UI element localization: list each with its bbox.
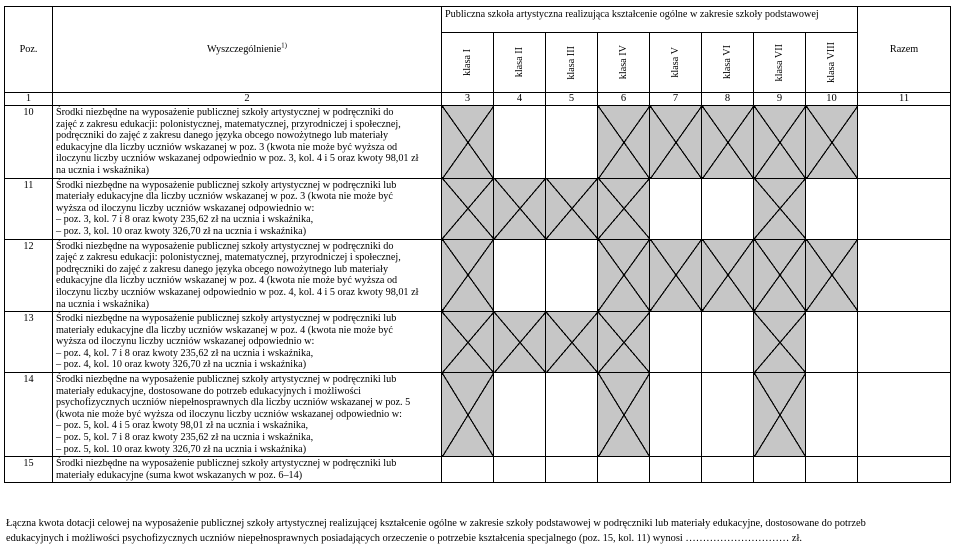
description-line: na ucznia i wskaźnika) — [56, 298, 150, 310]
column-number: 7 — [650, 93, 702, 106]
class-label: klasa V — [669, 47, 681, 78]
razem-cell — [858, 239, 951, 312]
description-line: Środki niezbędne na wyposażenie publicznej szkoły artystycznej w podręczniki lub — [56, 179, 397, 191]
empty-cell — [546, 239, 598, 312]
description-line: Środki niezbędne na wyposażenie publicznej szkoły artystycznej w podręczniki lub — [56, 458, 397, 470]
description-line: edukacyjne dla liczby uczniów wskazanej w poz. 3 (kwota nie może być wyższa od — [56, 141, 398, 153]
description-line: – poz. 3, kol. 10 oraz kwoty 326,70 zł na ucznia i wskaźnika) — [56, 225, 307, 237]
description-line: wyższa od iloczynu liczby uczniów wskazanej odpowiednio w: — [56, 202, 315, 214]
description-line: iloczynu liczby uczniów wskazanej odpowiednio w poz. 4, kol. 4 i 5 oraz kwoty 98,01 zł — [56, 286, 419, 298]
column-number: 2 — [53, 93, 442, 106]
crossed-cell — [494, 178, 546, 239]
class-label: klasa VII — [773, 43, 785, 82]
table-row — [5, 457, 951, 483]
empty-cell — [442, 457, 494, 483]
crossed-cell — [598, 373, 650, 457]
description-line: materiały edukacyjne dla liczby uczniów wskazanej w poz. 3 (kwota nie może być — [56, 191, 393, 203]
description-line: zajęć z zakresu edukacji: polonistycznej, matematycznej, przyrodniczej i społecznej, — [56, 252, 401, 264]
empty-cell — [546, 457, 598, 483]
description-line: (kwota nie może być wyższa od iloczynu liczby uczniów wskazanej odpowiednio w: — [56, 408, 402, 420]
subsidy-table — [4, 6, 951, 483]
summary-line-2: edukacyjnych i możliwości psychofizycznych uczniów niepełnosprawnych posiadających orzeczenie o potrzebie kształcenia specjalnego (poz. 15, kol. 11) wynosi ………………………… zł. — [6, 532, 802, 544]
empty-cell — [702, 457, 754, 483]
crossed-cell — [442, 312, 494, 373]
empty-cell — [546, 106, 598, 179]
crossed-cell — [754, 106, 806, 179]
description-line: materiały edukacyjne dla liczby uczniów wskazanej w poz. 4 (kwota nie może być — [56, 324, 393, 336]
description-line: psychofizycznych uczniów niepełnosprawnych dla liczby uczniów wskazanej w poz. 5 — [56, 397, 411, 409]
class-header-1 — [442, 33, 494, 93]
razem-cell — [858, 178, 951, 239]
row-number: 13 — [5, 312, 53, 373]
crossed-cell — [650, 106, 702, 179]
class-label: klasa VI — [721, 45, 733, 80]
description-line: podręczniki do zajęć z zakresu danego języka obcego nowożytnego lub materiały — [56, 263, 389, 275]
class-label: klasa II — [513, 47, 525, 78]
class-label: klasa IV — [617, 45, 629, 80]
crossed-cell — [546, 178, 598, 239]
row-description — [53, 239, 442, 312]
empty-cell — [494, 106, 546, 179]
empty-cell — [702, 373, 754, 457]
description-line: – poz. 4, kol. 10 oraz kwoty 326,70 zł na ucznia i wskaźnika) — [56, 359, 307, 371]
row-description — [53, 457, 442, 483]
header-school-group: Publiczna szkoła artystyczna realizująca kształcenie ogólne w zakresie szkoły podstawowej — [442, 7, 858, 33]
total-summary-text — [6, 517, 946, 546]
column-number: 11 — [858, 93, 951, 106]
class-header-5 — [650, 33, 702, 93]
crossed-cell — [806, 239, 858, 312]
empty-cell — [650, 373, 702, 457]
crossed-cell — [598, 312, 650, 373]
crossed-cell — [442, 178, 494, 239]
empty-cell — [702, 178, 754, 239]
column-number: 4 — [494, 93, 546, 106]
description-line: iloczynu liczby uczniów wskazanej odpowiednio w poz. 3, kol. 4 i 5 oraz kwoty 98,01 zł — [56, 153, 419, 165]
crossed-cell — [806, 106, 858, 179]
row-description — [53, 178, 442, 239]
column-number: 3 — [442, 93, 494, 106]
row-number: 10 — [5, 106, 53, 179]
description-line: Środki niezbędne na wyposażenie publicznej szkoły artystycznej w podręczniki do — [56, 107, 394, 118]
row-description — [53, 106, 442, 179]
class-label: klasa VIII — [825, 42, 837, 83]
description-line: Środki niezbędne na wyposażenie publicznej szkoły artystycznej w podręczniki lub — [56, 374, 397, 386]
empty-cell — [650, 178, 702, 239]
table-row — [5, 106, 951, 179]
empty-cell — [494, 239, 546, 312]
crossed-cell — [754, 239, 806, 312]
crossed-cell — [442, 239, 494, 312]
row-description — [53, 312, 442, 373]
crossed-cell — [702, 239, 754, 312]
description-line: materiały edukacyjne (suma kwot wskazanych w poz. 6–14) — [56, 469, 303, 481]
row-number: 11 — [5, 178, 53, 239]
column-number: 1 — [5, 93, 53, 106]
summary-line-1: Łączna kwota dotacji celowej na wyposażenie publicznej szkoły artystycznej realizującej kształcenie ogólne w zakresie szkoły podstawowej w podręczniki lub materiały edukacyjne, dostosowane do potrzeb — [6, 518, 866, 529]
class-header-6 — [702, 33, 754, 93]
description-line: – poz. 3, kol. 7 i 8 oraz kwoty 235,62 zł na ucznia i wskaźnika, — [56, 214, 314, 226]
class-label: klasa I — [461, 49, 473, 76]
description-line: Środki niezbędne na wyposażenie publicznej szkoły artystycznej w podręczniki lub — [56, 313, 397, 325]
empty-cell — [494, 373, 546, 457]
razem-cell — [858, 373, 951, 457]
description-line: – poz. 5, kol. 7 i 8 oraz kwoty 235,62 zł na ucznia i wskaźnika, — [56, 432, 314, 444]
column-number: 6 — [598, 93, 650, 106]
description-line: Środki niezbędne na wyposażenie publicznej szkoły artystycznej w podręczniki do — [56, 240, 394, 252]
column-number: 8 — [702, 93, 754, 106]
description-line: materiały edukacyjne, dostosowane do potrzeb edukacyjnych i możliwości — [56, 385, 361, 397]
table-row — [5, 312, 951, 373]
header-wyszczegolnienie: Wyszczególnienie$^{1)}$ — [53, 7, 442, 93]
description-line: edukacyjne dla liczby uczniów wskazanej w poz. 4 (kwota nie może być wyższa od — [56, 275, 398, 287]
header-razem: Razem — [858, 7, 951, 93]
razem-cell — [858, 312, 951, 373]
class-header-7 — [754, 33, 806, 93]
razem-cell — [858, 457, 951, 483]
empty-cell — [806, 312, 858, 373]
crossed-cell — [754, 178, 806, 239]
empty-cell — [702, 312, 754, 373]
empty-cell — [546, 373, 598, 457]
crossed-cell — [442, 373, 494, 457]
column-number: 10 — [806, 93, 858, 106]
class-header-3 — [546, 33, 598, 93]
empty-cell — [650, 457, 702, 483]
class-header-4 — [598, 33, 650, 93]
column-number: 5 — [546, 93, 598, 106]
description-line: na ucznia i wskaźnika) — [56, 164, 150, 176]
class-header-2 — [494, 33, 546, 93]
crossed-cell — [546, 312, 598, 373]
description-line: – poz. 5, kol. 4 i 5 oraz kwoty 98,01 zł na ucznia i wskaźnika, — [56, 420, 309, 432]
description-line: wyższa od iloczynu liczby uczniów wskazanej odpowiednio w: — [56, 336, 315, 348]
empty-cell — [806, 373, 858, 457]
crossed-cell — [754, 373, 806, 457]
crossed-cell — [702, 106, 754, 179]
empty-cell — [754, 457, 806, 483]
description-line: – poz. 4, kol. 7 i 8 oraz kwoty 235,62 zł na ucznia i wskaźnika, — [56, 347, 314, 359]
crossed-cell — [754, 312, 806, 373]
row-number: 14 — [5, 373, 53, 457]
empty-cell — [806, 178, 858, 239]
table-row — [5, 373, 951, 457]
crossed-cell — [494, 312, 546, 373]
class-label: klasa III — [565, 45, 577, 80]
crossed-cell — [598, 106, 650, 179]
row-number: 12 — [5, 239, 53, 312]
empty-cell — [598, 457, 650, 483]
description-line: – poz. 5, kol. 10 oraz kwoty 326,70 zł na ucznia i wskaźnika) — [56, 443, 307, 455]
row-description — [53, 373, 442, 457]
column-number-row — [5, 93, 951, 106]
crossed-cell — [442, 106, 494, 179]
table-row — [5, 178, 951, 239]
class-header-8 — [806, 33, 858, 93]
table-row — [5, 239, 951, 312]
row-number: 15 — [5, 457, 53, 483]
razem-cell — [858, 106, 951, 179]
crossed-cell — [598, 239, 650, 312]
crossed-cell — [598, 178, 650, 239]
empty-cell — [494, 457, 546, 483]
description-line: zajęć z zakresu edukacji: polonistycznej, matematycznej, przyrodniczej i społecznej, — [56, 118, 401, 130]
column-number: 9 — [754, 93, 806, 106]
empty-cell — [650, 312, 702, 373]
description-line: podręczniki do zajęć z zakresu danego języka obcego nowożytnego lub materiały — [56, 130, 389, 142]
crossed-cell — [650, 239, 702, 312]
header-poz: Poz. — [5, 7, 53, 93]
empty-cell — [806, 457, 858, 483]
